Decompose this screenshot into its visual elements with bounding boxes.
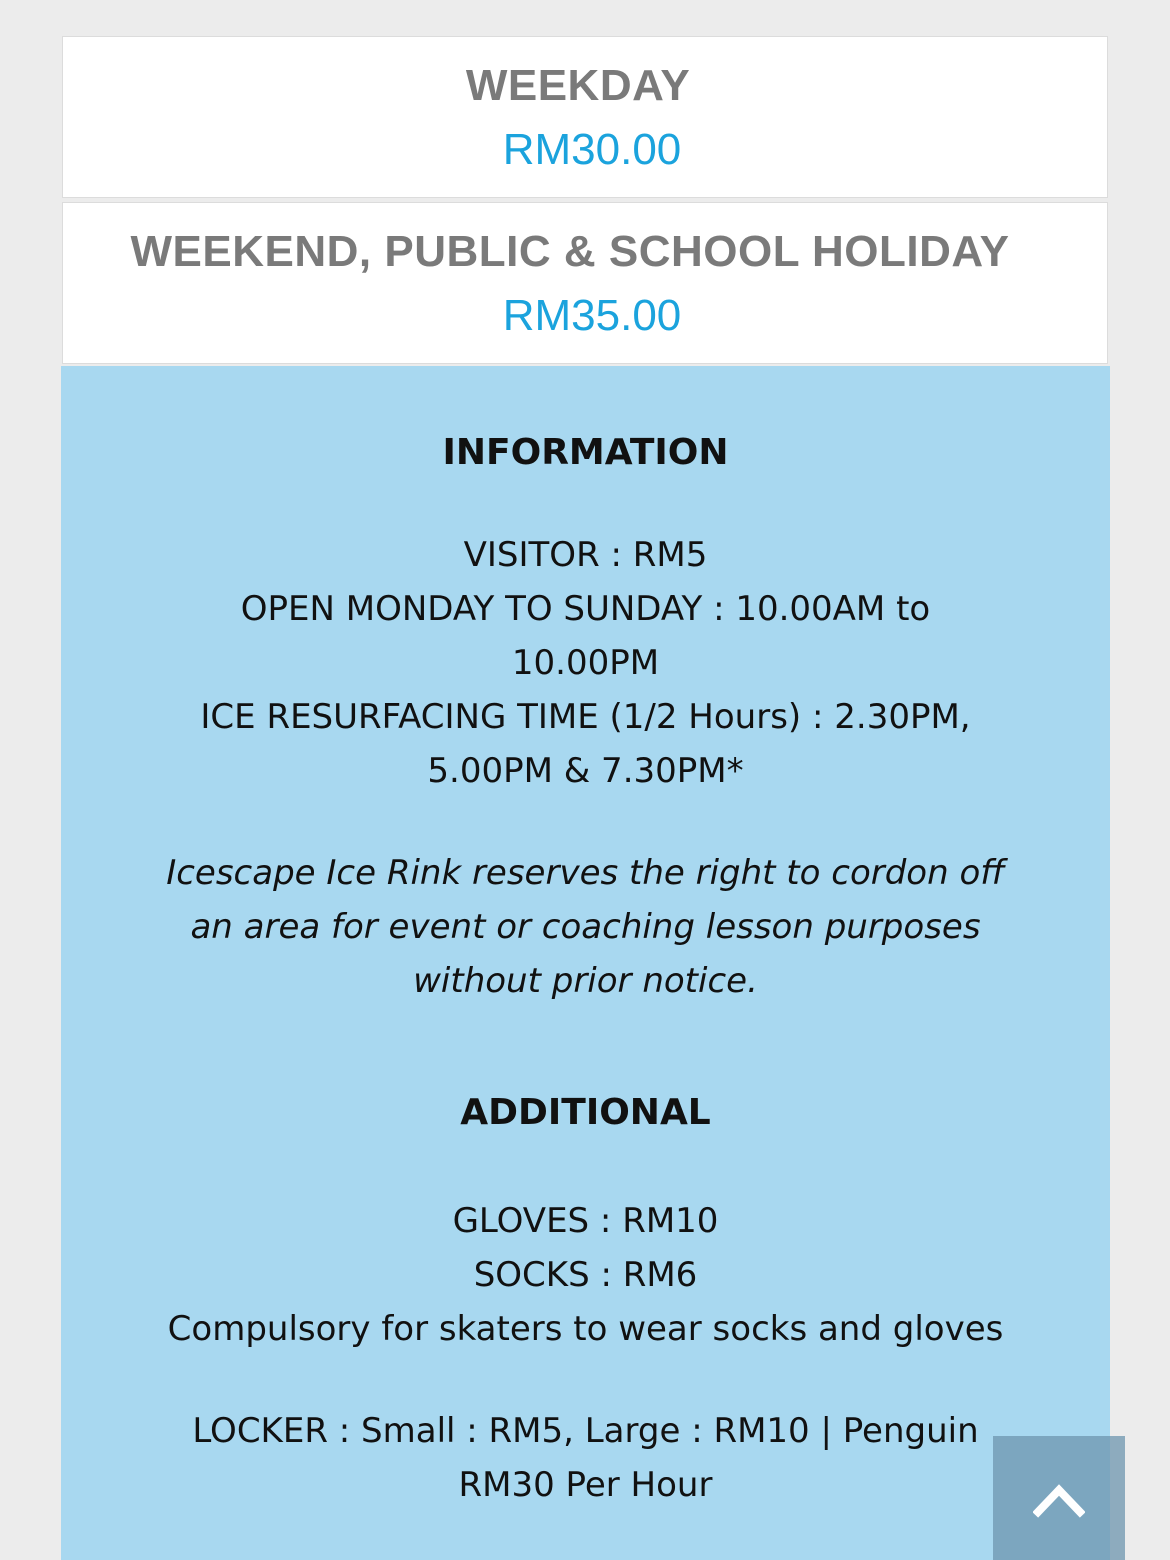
weekend-title: WEEKEND, PUBLIC & SCHOOL HOLIDAY [130, 227, 1010, 276]
notice-line2: an area for event or coaching lesson purposes [190, 907, 981, 947]
weekday-price-card [62, 36, 1108, 198]
opening-hours-line1: OPEN MONDAY TO SUNDAY : 10.00AM to [240, 589, 931, 629]
gloves-fee: GLOVES : RM10 [452, 1201, 719, 1241]
weekday-price: RM30.00 [502, 125, 682, 174]
scroll-to-top-button[interactable] [993, 1436, 1125, 1560]
chevron-up-icon [1033, 1476, 1085, 1520]
notice-line3: without prior notice. [413, 961, 758, 1001]
additional-heading: ADDITIONAL [460, 1092, 711, 1133]
locker-fee-line2: RM30 Per Hour [458, 1465, 713, 1505]
weekend-price-card [62, 202, 1108, 364]
compulsory-note: Compulsory for skaters to wear socks and gloves [167, 1309, 1004, 1349]
info-panel [61, 366, 1110, 1560]
socks-fee: SOCKS : RM6 [473, 1255, 698, 1295]
resurfacing-time-line1: ICE RESURFACING TIME (1/2 Hours) : 2.30PM, [200, 697, 971, 737]
locker-fee-line1: LOCKER : Small : RM5, Large : RM10 | Penguin [192, 1411, 979, 1451]
opening-hours-line2: 10.00PM [511, 643, 660, 683]
weekday-title: WEEKDAY [465, 61, 691, 110]
resurfacing-time-line2: 5.00PM & 7.30PM* [427, 751, 744, 791]
information-heading: INFORMATION [442, 432, 729, 473]
visitor-fee: VISITOR : RM5 [463, 535, 708, 575]
weekend-price: RM35.00 [502, 291, 682, 340]
notice-line1: Icescape Ice Rink reserves the right to cordon off [166, 853, 1005, 893]
